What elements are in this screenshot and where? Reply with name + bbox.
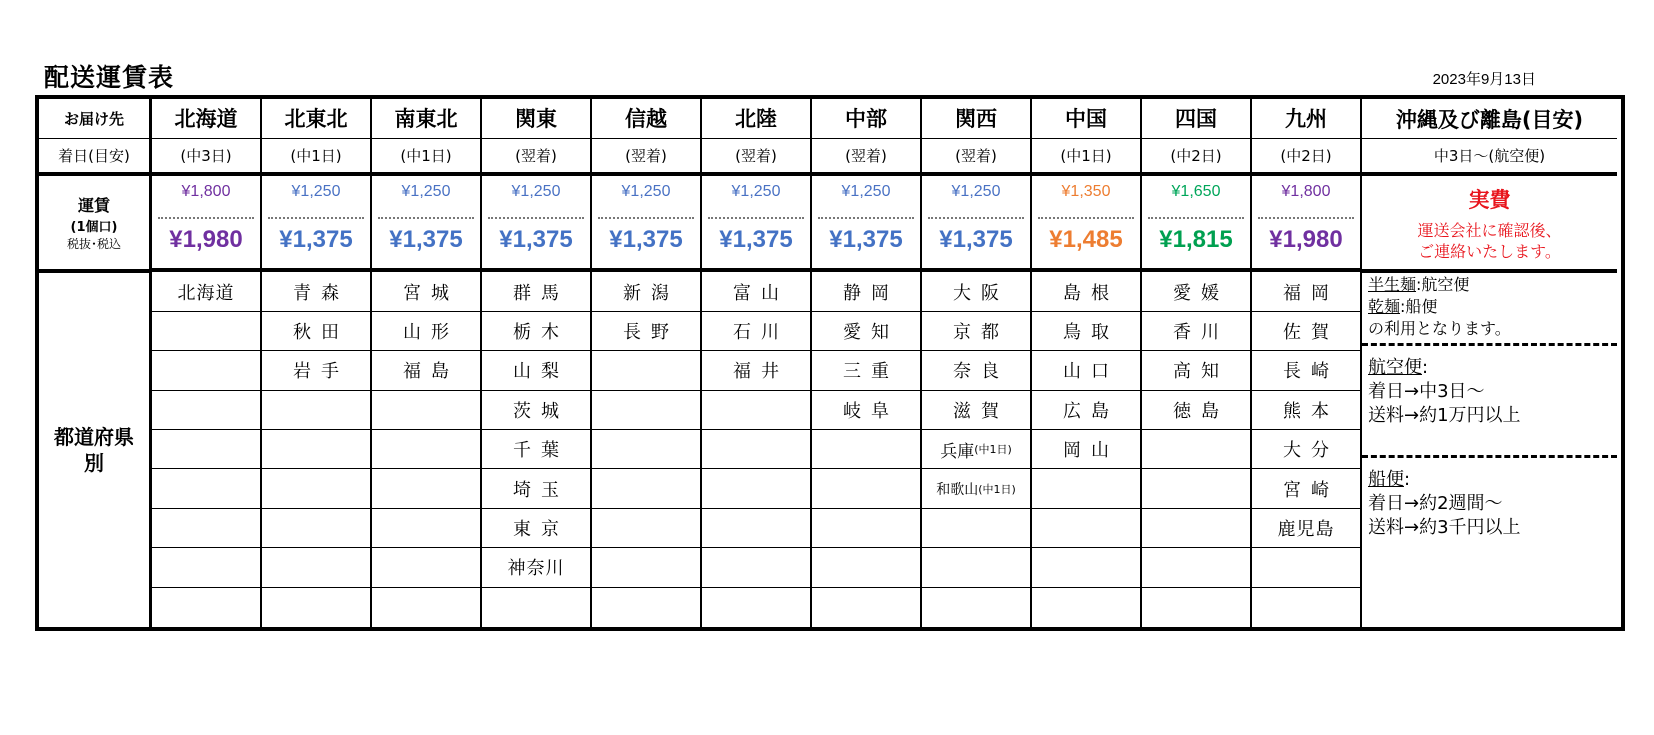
prefecture-cell (592, 509, 700, 548)
prefecture-name: 奈良 (953, 361, 1009, 383)
region-name: 四国 (1142, 99, 1250, 139)
prefecture-cell (1252, 430, 1360, 469)
prefecture-list (922, 272, 1030, 627)
prefecture-cell (812, 588, 920, 627)
prefecture-cell (922, 351, 1030, 390)
prefecture-cell (592, 351, 700, 390)
air-shipping-note (1362, 346, 1617, 458)
region-price (812, 176, 920, 273)
prefecture-name: 栃木 (513, 322, 569, 344)
prefecture-cell (152, 272, 260, 311)
price-excluding-tax: ¥1,250 (621, 182, 671, 200)
prefecture-name: 福島 (403, 361, 459, 383)
prefecture-cell (592, 430, 700, 469)
region-name: 中部 (812, 99, 920, 139)
prefecture-list (702, 272, 810, 627)
region-name: 北海道 (152, 99, 260, 139)
prefecture-name: 千葉 (513, 440, 569, 462)
prefecture-cell (702, 351, 810, 390)
prefecture-cell (592, 312, 700, 351)
half-dried-noodle-method: :航空便 (1416, 275, 1470, 294)
prefecture-cell (1142, 351, 1250, 390)
region-price (1142, 176, 1250, 273)
region-price (592, 176, 700, 273)
prefecture-cell (922, 430, 1030, 469)
region-arrival: (中2日) (1142, 139, 1250, 176)
prefecture-list (152, 272, 260, 627)
price-divider (598, 217, 694, 219)
prefecture-cell (922, 509, 1030, 548)
prefecture-name: 神奈川 (507, 558, 565, 580)
region-name: 関東 (482, 99, 590, 139)
prefecture-name: 京都 (953, 322, 1009, 344)
prefecture-cell (262, 351, 370, 390)
price-including-tax: ¥1,815 (1159, 225, 1233, 253)
prefecture-cell (702, 391, 810, 430)
price-divider (928, 217, 1024, 219)
prefecture-cell (812, 391, 920, 430)
prefecture-cell (592, 588, 700, 627)
price-excluding-tax: ¥1,250 (291, 182, 341, 200)
freight-label-title: 運賃 (77, 196, 110, 215)
okinawa-arrival: 中3日～(航空便) (1362, 139, 1617, 176)
prefecture-label-line2: 別 (84, 451, 104, 475)
prefecture-cell (1032, 588, 1140, 627)
price-divider (1258, 217, 1354, 219)
prefecture-label (39, 273, 149, 627)
prefecture-cell (1252, 548, 1360, 587)
prefecture-name: 滋賀 (953, 400, 1009, 422)
prefecture-name: 山口 (1063, 361, 1119, 383)
region-column (702, 99, 812, 627)
prefecture-cell (372, 548, 480, 587)
price-including-tax: ¥1,375 (719, 225, 793, 253)
price-including-tax: ¥1,375 (279, 225, 353, 253)
okinawa-column (1362, 99, 1617, 627)
prefecture-name: 北海道 (177, 282, 235, 304)
price-divider (268, 217, 364, 219)
region-price (1032, 176, 1140, 273)
prefecture-cell (482, 509, 590, 548)
prefecture-cell (262, 509, 370, 548)
prefecture-name: 鳥取 (1063, 322, 1119, 344)
prefecture-cell (482, 391, 590, 430)
arrival-label: 着日(目安) (39, 139, 149, 176)
price-including-tax: ¥1,485 (1049, 225, 1123, 253)
prefecture-cell (372, 588, 480, 627)
prefecture-cell (702, 469, 810, 508)
price-including-tax: ¥1,375 (499, 225, 573, 253)
region-arrival: (翌着) (592, 139, 700, 176)
prefecture-cell (482, 312, 590, 351)
prefecture-cell (152, 588, 260, 627)
prefecture-cell (482, 430, 590, 469)
prefecture-name: 香川 (1173, 322, 1229, 344)
prefecture-cell (482, 272, 590, 311)
prefecture-cell (1032, 272, 1140, 311)
region-column (482, 99, 592, 627)
price-excluding-tax: ¥1,800 (1281, 182, 1331, 200)
prefecture-cell (372, 430, 480, 469)
sea-shipping-cost: 送料→約3千円以上 (1368, 517, 1521, 538)
region-name: 北東北 (262, 99, 370, 139)
prefecture-cell (1252, 469, 1360, 508)
prefecture-cell (1032, 548, 1140, 587)
prefecture-cell (922, 548, 1030, 587)
prefecture-cell (262, 430, 370, 469)
price-excluding-tax: ¥1,800 (181, 182, 231, 200)
prefecture-cell (482, 588, 590, 627)
prefecture-list (1142, 272, 1250, 627)
prefecture-cell (812, 351, 920, 390)
prefecture-name: 青森 (293, 282, 349, 304)
prefecture-name: 福岡 (1283, 282, 1339, 304)
prefecture-cell (1252, 312, 1360, 351)
label-column (39, 99, 152, 627)
prefecture-cell (1142, 430, 1250, 469)
price-divider (488, 217, 584, 219)
prefecture-cell (1142, 469, 1250, 508)
price-excluding-tax: ¥1,350 (1061, 182, 1111, 200)
air-shipping-cost: 送料→約1万円以上 (1368, 405, 1521, 426)
prefecture-cell (1032, 351, 1140, 390)
okinawa-notes (1362, 273, 1617, 627)
noodle-note-footer: の利用となります。 (1368, 319, 1511, 338)
price-including-tax: ¥1,375 (389, 225, 463, 253)
prefecture-cell (922, 469, 1030, 508)
price-divider (378, 217, 474, 219)
prefecture-label-line1: 都道府県 (54, 425, 134, 449)
prefecture-cell (702, 509, 810, 548)
price-excluding-tax: ¥1,650 (1171, 182, 1221, 200)
prefecture-cell (592, 548, 700, 587)
prefecture-name: 岡山 (1063, 440, 1119, 462)
region-name: 関西 (922, 99, 1030, 139)
region-arrival: (中2日) (1252, 139, 1360, 176)
prefecture-cell (372, 312, 480, 351)
prefecture-cell (812, 312, 920, 351)
region-name: 中国 (1032, 99, 1140, 139)
prefecture-name: 大阪 (953, 282, 1009, 304)
prefecture-name: 山形 (403, 322, 459, 344)
price-excluding-tax: ¥1,250 (511, 182, 561, 200)
prefecture-cell (812, 469, 920, 508)
prefecture-list (592, 272, 700, 627)
sea-shipping-arrival: 着日→約2週間～ (1368, 493, 1503, 514)
prefecture-list (262, 272, 370, 627)
prefecture-name: 静岡 (843, 282, 899, 304)
region-arrival: (中1日) (372, 139, 480, 176)
prefecture-cell (372, 469, 480, 508)
prefecture-name: 愛媛 (1173, 282, 1229, 304)
region-price (152, 176, 260, 273)
prefecture-name: 茨城 (513, 400, 569, 422)
freight-label (39, 176, 149, 273)
prefecture-list (1252, 272, 1360, 627)
price-divider (818, 217, 914, 219)
okinawa-price-value: 実費 (1468, 187, 1511, 212)
prefecture-cell (1142, 391, 1250, 430)
half-dried-noodle-label: 半生麺 (1368, 275, 1417, 294)
prefecture-name: 山梨 (513, 361, 569, 383)
prefecture-name: 長野 (623, 322, 679, 344)
price-excluding-tax: ¥1,250 (401, 182, 451, 200)
region-name: 南東北 (372, 99, 480, 139)
prefecture-cell (262, 312, 370, 351)
prefecture-name: 石川 (733, 322, 789, 344)
prefecture-cell (482, 351, 590, 390)
prefecture-cell (1142, 509, 1250, 548)
prefecture-cell (592, 391, 700, 430)
prefecture-cell (702, 430, 810, 469)
prefecture-cell (702, 312, 810, 351)
region-price (372, 176, 480, 273)
prefecture-cell (702, 588, 810, 627)
prefecture-cell (262, 588, 370, 627)
prefecture-name: 兵庫 (940, 441, 975, 462)
prefecture-cell (812, 430, 920, 469)
prefecture-cell (1252, 391, 1360, 430)
region-price (702, 176, 810, 273)
prefecture-cell (922, 312, 1030, 351)
region-column (1252, 99, 1362, 627)
prefecture-cell (702, 272, 810, 311)
prefecture-name: 宮崎 (1283, 479, 1339, 501)
prefecture-cell (922, 272, 1030, 311)
prefecture-name: 徳島 (1173, 400, 1229, 422)
prefecture-name: 大分 (1283, 440, 1339, 462)
issue-date: 2023年9月13日 (1432, 71, 1536, 88)
okinawa-price-note-1: 運送会社に確認後、 (1417, 220, 1562, 240)
region-arrival: (翌着) (702, 139, 810, 176)
price-including-tax: ¥1,980 (169, 225, 243, 253)
freight-table (35, 95, 1625, 631)
region-columns (152, 99, 1362, 627)
price-including-tax: ¥1,375 (939, 225, 1013, 253)
region-name: 信越 (592, 99, 700, 139)
price-including-tax: ¥1,375 (609, 225, 683, 253)
prefecture-name: 埼玉 (513, 479, 569, 501)
prefecture-cell (262, 469, 370, 508)
okinawa-header: 沖縄及び離島(目安) (1362, 99, 1617, 139)
destination-label: お届け先 (39, 99, 149, 139)
prefecture-cell (1142, 272, 1250, 311)
region-price (922, 176, 1030, 273)
region-arrival: (翌着) (922, 139, 1030, 176)
prefecture-name: 鹿児島 (1277, 519, 1335, 540)
prefecture-cell (152, 391, 260, 430)
okinawa-price (1362, 176, 1617, 273)
prefecture-cell (152, 430, 260, 469)
prefecture-list (1032, 272, 1140, 627)
region-arrival: (翌着) (812, 139, 920, 176)
prefecture-cell (922, 391, 1030, 430)
prefecture-name: 和歌山 (936, 481, 979, 498)
prefecture-list (482, 272, 590, 627)
prefecture-cell (262, 272, 370, 311)
prefecture-list (812, 272, 920, 627)
prefecture-cell (1032, 391, 1140, 430)
price-excluding-tax: ¥1,250 (951, 182, 1001, 200)
prefecture-arrival-note: (中1日) (974, 443, 1012, 457)
region-arrival: (中1日) (262, 139, 370, 176)
prefecture-name: 愛知 (843, 322, 899, 344)
prefecture-name: 広島 (1063, 400, 1119, 422)
prefecture-cell (1252, 588, 1360, 627)
prefecture-name: 岐阜 (843, 400, 899, 422)
prefecture-name: 群馬 (513, 282, 569, 304)
prefecture-cell (1142, 588, 1250, 627)
prefecture-name: 秋田 (293, 322, 349, 344)
prefecture-name: 宮城 (403, 282, 459, 304)
freight-label-tax: 税抜･税込 (66, 237, 121, 251)
region-arrival: (中1日) (1032, 139, 1140, 176)
prefecture-cell (1032, 469, 1140, 508)
region-price (1252, 176, 1360, 273)
prefecture-name: 佐賀 (1283, 322, 1339, 344)
prefecture-cell (812, 548, 920, 587)
prefecture-cell (812, 509, 920, 548)
prefecture-cell (1032, 312, 1140, 351)
price-excluding-tax: ¥1,250 (841, 182, 891, 200)
noodle-shipping-note (1362, 273, 1617, 346)
price-divider (158, 217, 254, 219)
region-column (152, 99, 262, 627)
dried-noodle-label: 乾麺 (1368, 297, 1401, 316)
prefecture-name: 富山 (733, 282, 789, 304)
sea-shipping-note (1362, 458, 1617, 627)
air-shipping-colon: : (1422, 357, 1429, 378)
prefecture-cell (1142, 548, 1250, 587)
region-column (1142, 99, 1252, 627)
region-column (262, 99, 372, 627)
prefecture-cell (152, 469, 260, 508)
prefecture-name: 長崎 (1283, 361, 1339, 383)
sea-shipping-label: 船便 (1368, 469, 1404, 490)
region-price (262, 176, 370, 273)
page-title: 配送運賃表 (44, 63, 175, 92)
region-column (922, 99, 1032, 627)
prefecture-cell (262, 391, 370, 430)
prefecture-name: 福井 (733, 361, 789, 383)
prefecture-arrival-note: (中1日) (978, 482, 1016, 496)
region-column (1032, 99, 1142, 627)
prefecture-cell (262, 548, 370, 587)
prefecture-cell (372, 351, 480, 390)
price-divider (1038, 217, 1134, 219)
prefecture-cell (1032, 509, 1140, 548)
prefecture-cell (1252, 509, 1360, 548)
prefecture-name: 新潟 (623, 282, 679, 304)
region-column (592, 99, 702, 627)
prefecture-cell (1032, 430, 1140, 469)
okinawa-price-note-2: ご連絡いたします。 (1418, 241, 1561, 261)
prefecture-name: 岩手 (293, 361, 349, 383)
prefecture-cell (592, 272, 700, 311)
region-name: 北陸 (702, 99, 810, 139)
prefecture-cell (482, 469, 590, 508)
prefecture-cell (1252, 351, 1360, 390)
sea-shipping-colon: : (1404, 469, 1411, 490)
prefecture-name: 東京 (513, 519, 569, 540)
prefecture-name: 高知 (1173, 361, 1229, 383)
prefecture-cell (702, 548, 810, 587)
prefecture-cell (922, 588, 1030, 627)
price-divider (1148, 217, 1244, 219)
prefecture-cell (482, 548, 590, 587)
prefecture-cell (152, 312, 260, 351)
prefecture-cell (592, 469, 700, 508)
price-excluding-tax: ¥1,250 (731, 182, 781, 200)
region-arrival: (翌着) (482, 139, 590, 176)
price-divider (708, 217, 804, 219)
prefecture-cell (152, 548, 260, 587)
prefecture-name: 熊本 (1283, 400, 1339, 422)
price-including-tax: ¥1,375 (829, 225, 903, 253)
region-column (372, 99, 482, 627)
freight-label-unit: (1個口) (70, 220, 118, 235)
prefecture-cell (372, 272, 480, 311)
dried-noodle-method: :船便 (1400, 297, 1438, 316)
price-including-tax: ¥1,980 (1269, 225, 1343, 253)
prefecture-cell (372, 509, 480, 548)
prefecture-name: 島根 (1063, 282, 1119, 304)
prefecture-name: 三重 (843, 361, 899, 383)
region-column (812, 99, 922, 627)
region-price (482, 176, 590, 273)
prefecture-cell (372, 391, 480, 430)
prefecture-list (372, 272, 480, 627)
prefecture-cell (152, 509, 260, 548)
air-shipping-label: 航空便 (1368, 357, 1422, 378)
prefecture-cell (152, 351, 260, 390)
air-shipping-arrival: 着日→中3日～ (1368, 381, 1485, 402)
prefecture-cell (1252, 272, 1360, 311)
region-name: 九州 (1252, 99, 1360, 139)
prefecture-cell (812, 272, 920, 311)
region-arrival: (中3日) (152, 139, 260, 176)
prefecture-cell (1142, 312, 1250, 351)
